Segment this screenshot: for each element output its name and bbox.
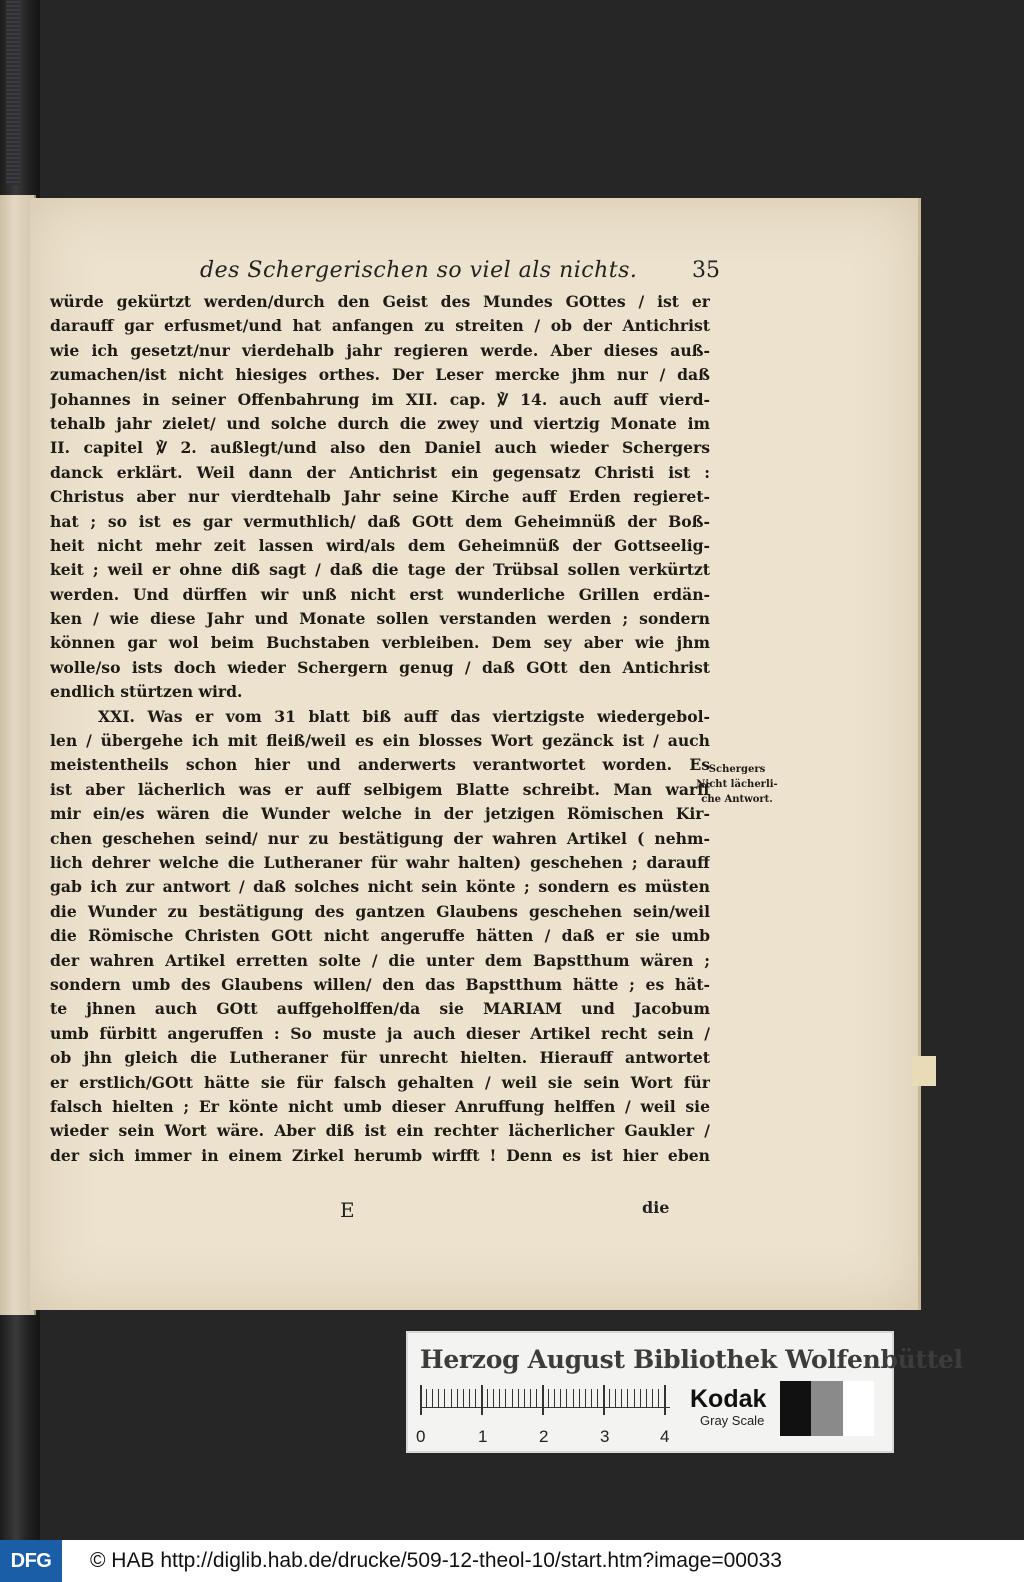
text-line: danck erklärt. Weil dann der Antichrist ein gegensatz Christi ist :: [50, 462, 710, 482]
ruler-tick: [591, 1389, 592, 1407]
ruler-tick: [536, 1389, 537, 1407]
text-line: sondern umb des Glaubens willen/ den das Bapstthum hätte ; es hät-: [50, 974, 710, 994]
marginal-note: [682, 762, 792, 807]
ruler-tick: [481, 1385, 483, 1415]
ruler-tick: [444, 1389, 445, 1407]
text-line: er erstlich/GOtt hätte sie für falsch gehalten / weil sie sein Wort für: [50, 1072, 710, 1092]
text-line: falsch hielten ; Er könte nicht umb dieser Anruffung helffen / weil sie: [50, 1096, 710, 1116]
scale-label: 2: [539, 1427, 549, 1446]
text-line: würde gekürtzt werden/durch den Geist des Mundes GOttes / ist er: [50, 292, 710, 311]
book-page: [30, 198, 921, 1310]
gray-patch-mid: [811, 1381, 842, 1436]
ruler-tick: [652, 1389, 653, 1407]
gray-scale-label: Gray Scale: [700, 1413, 765, 1428]
text-line: meistentheils schon hier und anderwerts verantwortet worden. Es: [50, 755, 710, 775]
ruler-tick: [627, 1389, 628, 1407]
section-start-line: XXI. Was er vom 31 blatt biß auff das viertzigste wiedergebol-: [98, 706, 710, 726]
text-line: lich dehrer welche die Lutheraner für wahr halten) geschehen ; darauff: [50, 852, 710, 872]
catchword: die: [642, 1198, 670, 1217]
text-line: gab ich zur antwort / daß solches nicht sein könte ; sondern es müsten: [50, 877, 710, 897]
scale-label: 3: [600, 1427, 610, 1446]
text-line: zumachen/ist nicht hiesiges orthes. Der Leser mercke jhm nur / daß: [50, 365, 710, 385]
text-line: werden. Und dürffen wir unß nicht erst wunderliche Grillen erdän-: [50, 584, 710, 604]
ruler-tick: [457, 1389, 458, 1407]
text-line: können gar wol beim Buchstaben verbleiben. Dem sey aber wie jhm: [50, 633, 710, 653]
text-line: keit ; weil er ohne diß sagt / daß die tage der Trübsal sollen verkürtzt: [50, 560, 710, 580]
ruler-tick: [548, 1389, 549, 1407]
ruler-tick: [487, 1389, 488, 1407]
ruler-tick: [475, 1389, 476, 1407]
marginal-note-line: Nicht lächerli-: [696, 779, 778, 790]
dfg-logo: DFG: [0, 1540, 62, 1582]
text-line: der wahren Artikel erretten solte / die unter dem Bapstthum wären ;: [50, 950, 710, 970]
text-line: Christus aber nur vierdtehalb Jahr seine Kirche auff Erden regieret-: [50, 487, 710, 507]
text-line: darauff gar erfusmet/und hat anfangen zu streiten / ob der Antichrist: [50, 316, 710, 336]
text-line: umb fürbitt angeruffen : So muste ja auch dieser Artikel recht sein /: [50, 1023, 710, 1043]
ruler-tick: [469, 1389, 470, 1407]
ruler-tick: [664, 1385, 666, 1415]
text-line: chen geschehen seind/ nur zu bestätigung der wahren Artikel ( nehm-: [50, 828, 710, 848]
gray-patches: [780, 1381, 874, 1436]
ruler-tick: [463, 1389, 464, 1407]
running-head: des Schergerischen so viel als nichts.: [200, 258, 638, 283]
ruler-tick: [530, 1389, 531, 1407]
text-line: heit nicht mehr zeit lassen wird/als dem Geheimnüß der Gottseelig-: [50, 535, 710, 555]
ruler-baseline: [420, 1407, 670, 1408]
text-line: endlich stürtzen wird.: [50, 682, 243, 702]
page-tab-marker: [912, 1056, 936, 1086]
text-line: ob jhn gleich die Lutheraner für unrecht hielten. Hierauff antwortet: [50, 1048, 710, 1068]
text-line: tehalb jahr zielet/ und solche durch die zwey und viertzig Monate im: [50, 413, 710, 433]
scale-label: 0: [416, 1427, 426, 1446]
ruler-tick: [432, 1389, 433, 1407]
ruler-tick: [621, 1389, 622, 1407]
ruler-tick: [609, 1389, 610, 1407]
kodak-brand: Kodak: [690, 1385, 767, 1413]
ruler-tick: [573, 1389, 574, 1407]
ruler-tick: [512, 1389, 513, 1407]
text-line: hat ; so ist es gar vermuthlich/ daß GOtt dem Geheimnüß der Boß-: [50, 511, 710, 531]
text-line: Johannes in seiner Offenbahrung im XII. cap. ℣ 14. auch auff vierd-: [50, 389, 710, 409]
library-name: Herzog August Bibliothek Wolfenbüttel: [420, 1345, 963, 1374]
ruler-tick: [451, 1389, 452, 1407]
text-line: ist aber lächerlich was er auff selbigem Blatte schreibt. Man warff: [50, 779, 710, 799]
body-text: [50, 290, 710, 1168]
ruler-tick: [597, 1389, 598, 1407]
text-line: te jhnen auch GOtt auffgeholffen/da sie MARIAM und Jacobum: [50, 999, 710, 1019]
ruler-tick: [518, 1389, 519, 1407]
ruler-tick: [524, 1389, 525, 1407]
spine-cloth: [6, 0, 20, 185]
ruler-tick: [603, 1385, 605, 1415]
ruler-tick: [566, 1389, 567, 1407]
text-line: der sich immer in einem Zirkel herumb wirfft ! Denn es ist hier eben: [50, 1145, 710, 1165]
gray-patch-white: [843, 1381, 874, 1436]
ruler-tick: [560, 1389, 561, 1407]
footer-bar: [0, 1540, 1024, 1582]
ruler-tick: [585, 1389, 586, 1407]
ruler-tick: [634, 1389, 635, 1407]
page-number: 35: [692, 258, 720, 283]
ruler-tick: [505, 1389, 506, 1407]
ruler-tick: [438, 1389, 439, 1407]
text-line: II. capitel ℣ 2. außlegt/und also den Daniel auch wieder Schergers: [50, 438, 710, 458]
signature-mark: E: [340, 1198, 355, 1222]
text-line: len / übergehe ich mit fleiß/weil es ein blosses Wort gezänck ist / auch: [50, 731, 710, 751]
text-line: die Wunder zu bestätigung des gantzen Glaubens geschehen sein/weil: [50, 901, 710, 921]
ruler-tick: [426, 1389, 427, 1407]
text-line: die Römische Christen GOtt nicht angeruffe hätten / daß er sie umb: [50, 926, 710, 946]
ruler-tick: [646, 1389, 647, 1407]
text-line: wie ich gesetzt/nur vierdehalb jahr regieren werde. Aber dieses auß-: [50, 340, 710, 360]
text-line: mir ein/es wären die Wunder welche in der jetzigen Römischen Kir-: [50, 804, 710, 824]
text-line: wolle/so ists doch wieder Schergern genug / daß GOtt den Antichrist: [50, 657, 710, 677]
ruler-tick: [493, 1389, 494, 1407]
text-line: wieder sein Wort wäre. Aber diß ist ein rechter lächerlicher Gaukler /: [50, 1121, 710, 1141]
marginal-note-line: Schergers: [708, 764, 766, 775]
gray-patch-black: [780, 1381, 811, 1436]
scale-label: 4: [660, 1427, 670, 1446]
scale-ruler: [420, 1385, 670, 1425]
ruler-tick: [615, 1389, 616, 1407]
color-target-card: [406, 1331, 963, 1453]
ruler-tick: [499, 1389, 500, 1407]
ruler-tick: [542, 1385, 544, 1415]
ruler-tick: [658, 1389, 659, 1407]
marginal-note-line: che Antwort.: [701, 794, 773, 805]
ruler-tick: [420, 1385, 422, 1415]
ruler-tick: [640, 1389, 641, 1407]
scale-label: 1: [478, 1427, 488, 1446]
ruler-tick: [579, 1389, 580, 1407]
ruler-tick: [554, 1389, 555, 1407]
text-line: ken / wie diese Jahr und Monate sollen verstanden werden ; sondern: [50, 609, 710, 629]
citation-link[interactable]: © HAB http://diglib.hab.de/drucke/509-12-theol-10/start.htm?image=00033: [90, 1549, 782, 1572]
